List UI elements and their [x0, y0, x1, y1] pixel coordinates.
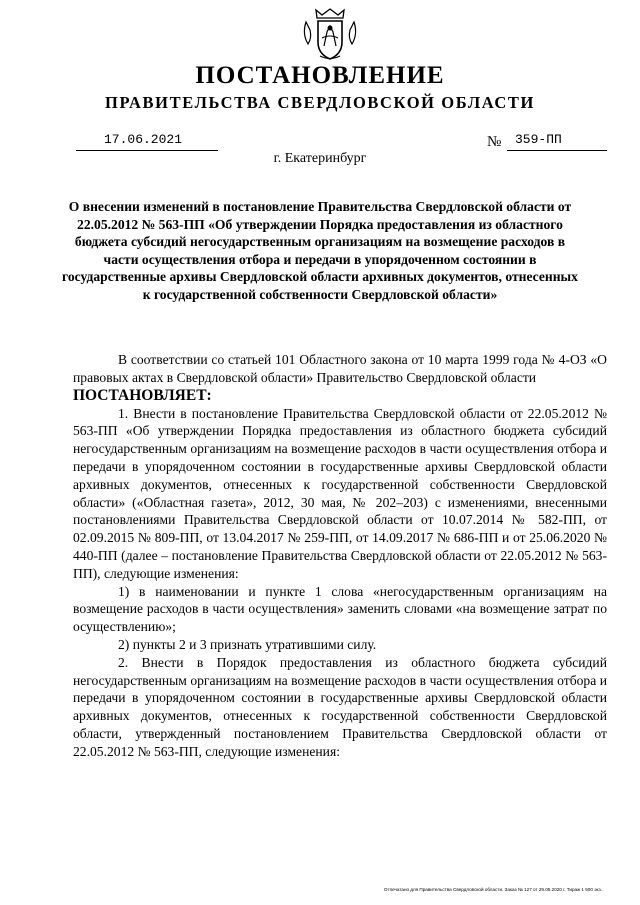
document-body [73, 351, 607, 761]
item-2-paragraph: 2. Внести в Порядок предоставления из областного бюджета субсидий негосударственным организациям на возмещение расходов в части осуществления отбора и передачи в упорядоченном состоянии в государственные архивы Свердловской области архивных документов, отнесенных к государственной собственности Свердловской области, утвержденный постановлением Правительства Свердловской области от 22.05.2012 № 563-ПП, следующие изменения: [73, 654, 607, 759]
document-title: О внесении изменений в постановление Правительства Свердловской области от 22.05.2012 № 563-ПП «Об утверждении Порядка предоставления из областного бюджета субсидий негосударственным организациям на возмещение расходов в части осуществления отбора и передачи в упорядоченном состоянии в государственные архивы Свердловской области архивных документов, отнесенных к государственной собственности Свердловской области» [62, 199, 578, 302]
number-sign: № [487, 134, 502, 150]
item-1-paragraph: 1. Внести в постановление Правительства Свердловской области от 22.05.2012 № 563-ПП «Об утверждении Порядка предоставления из областного бюджета субсидий негосударственным организациям на возмещение расходов в части осуществления отбора и передачи в упорядоченном состоянии в государственные архивы Свердловской области архивных документов, отнесенных к государственной собственности Свердловской области» («Областная газета», 2012, 30 мая, № 202–203) с изменениями, внесенными постановлениями Правительства Свердловской области от 10.07.2014 № 582-ПП, от 02.09.2015 № 809-ПП, от 13.04.2017 № 259-ПП, от 14.09.2017 № 686-ПП и от 25.06.2020 № 440-ПП (далее – постановление Правительства Свердловской области от 22.05.2012 № 563-ПП), следующие изменения: [73, 405, 607, 581]
number-field [507, 132, 607, 151]
item-1-subitem-1: 1) в наименовании и пункте 1 слова «негосударственным организациям на возмещение расходов в части осуществления» заменить словами «на возмещение затрат по осуществлению»; [73, 583, 607, 635]
document-date: 17.06.2021 [104, 132, 183, 147]
resolves-heading: ПОСТАНОВЛЯЕТ: [73, 386, 212, 404]
date-field [76, 132, 218, 151]
document-number: 359-ПП [515, 132, 562, 147]
coat-of-arms-icon [300, 4, 360, 62]
preamble-paragraph: В соответствии со статьей 101 Областного закона от 10 марта 1999 года № 4-ОЗ «О правовых актах в Свердловской области» Правительство Свердловской области [73, 352, 607, 385]
item-1-subitem-2: 2) пункты 2 и 3 признать утратившими силу. [118, 636, 377, 652]
issuer-heading: ПРАВИТЕЛЬСТВА СВЕРДЛОВСКОЙ ОБЛАСТИ [105, 93, 535, 112]
document-type-heading: ПОСТАНОВЛЕНИЕ [195, 62, 445, 89]
print-footer: Отпечатано для Правительства Свердловской области. Заказ № 127 от 29.05.2020 г. Тираж 1 500 экз. [383, 887, 602, 892]
city: г. Екатеринбург [273, 151, 367, 166]
